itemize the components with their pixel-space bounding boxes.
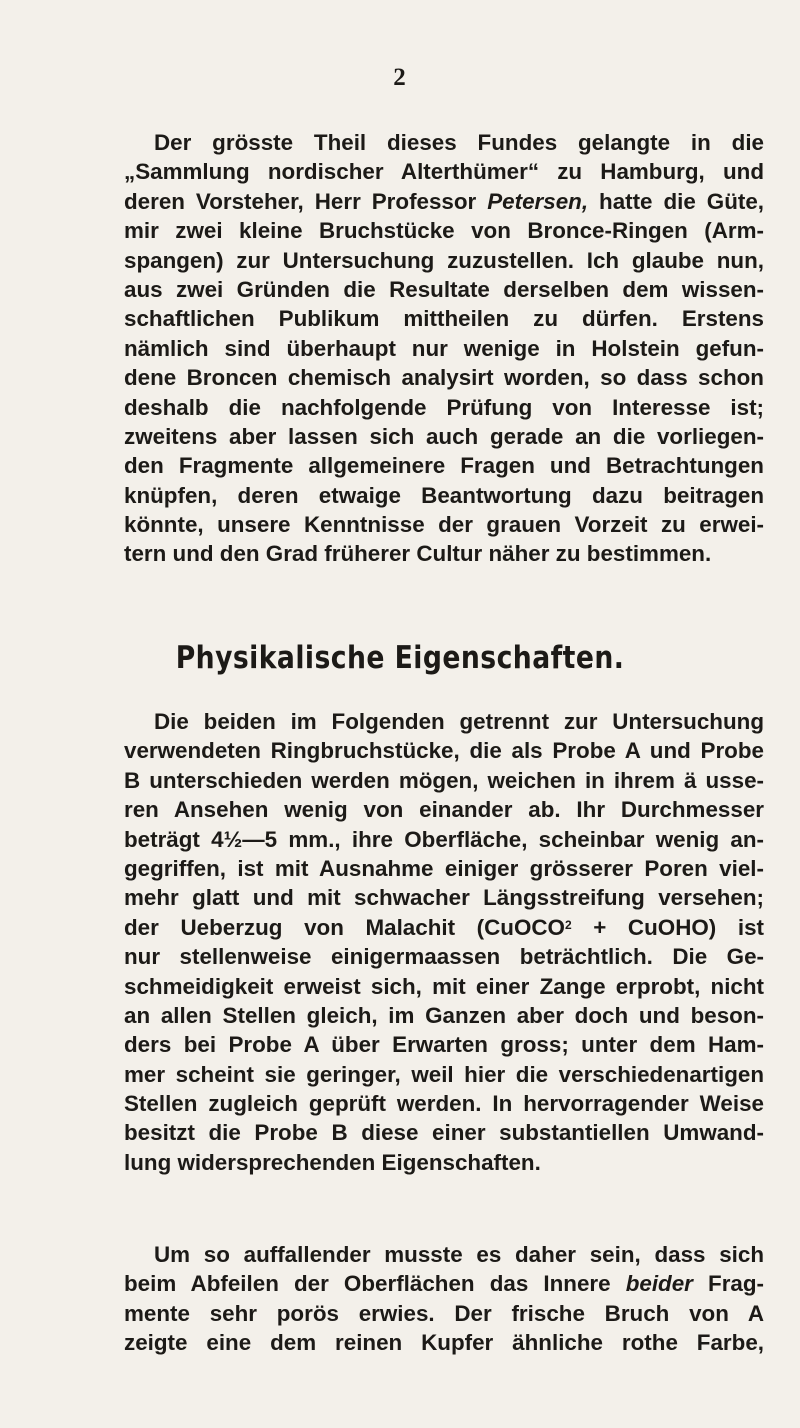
- section-heading: Physikalische Eigenschaften.: [175, 640, 625, 676]
- text-line: ren Ansehen wenig von einander ab. Ihr Durchmesser: [124, 797, 764, 823]
- text-line-start: der Ueberzug von Malachit (CuOCO: [124, 914, 565, 940]
- text-line-end: + CuOHO) ist: [571, 914, 764, 940]
- text-line: [124, 1269, 764, 1298]
- text-line: zweitens aber lassen sich auch gerade an die vorliegen-: [124, 423, 764, 449]
- text-line: besitzt die Probe B diese einer substantiellen Umwand-: [124, 1120, 764, 1146]
- text-line: zeigte eine dem reinen Kupfer ähnliche rothe Farbe,: [124, 1330, 764, 1356]
- text-line: „Sammlung nordischer Alterthümer“ zu Hamburg, und: [124, 159, 764, 185]
- text-line-end: hatte die Güte,: [588, 188, 764, 214]
- text-line: nämlich sind überhaupt nur wenige in Holstein gefun-: [124, 335, 764, 361]
- text-line: knüpfen, deren etwaige Beantwortung dazu beitragen: [124, 482, 764, 508]
- italic-name: Petersen,: [487, 188, 589, 214]
- text-line: schaftlichen Publikum mittheilen zu dürfen. Erstens: [124, 306, 764, 332]
- text-line-end: Frag-: [692, 1271, 764, 1297]
- text-line: gegriffen, ist mit Ausnahme einiger grösserer Poren viel-: [124, 855, 764, 881]
- text-line: an allen Stellen gleich, im Ganzen aber doch und beson-: [124, 1002, 764, 1028]
- text-line: deshalb die nachfolgende Prüfung von Interesse ist;: [124, 394, 764, 420]
- text-line: mer scheint sie geringer, weil hier die verschiedenartigen: [124, 1061, 764, 1087]
- text-line: den Fragmente allgemeinere Fragen und Betrachtungen: [124, 453, 764, 479]
- formula-superscript: 2: [564, 917, 572, 932]
- text-line: lung widersprechenden Eigenschaften.: [124, 1149, 541, 1175]
- text-line-start: beträgt: [124, 826, 212, 852]
- text-line: Stellen zugleich geprüft werden. In hervorragender Weise: [124, 1091, 764, 1117]
- text-line: mehr glatt und mit schwacher Längsstreifung versehen;: [124, 885, 764, 911]
- text-line: nur stellenweise einigermaassen beträchtlich. Die Ge-: [124, 944, 764, 970]
- text-line: B unterschieden werden mögen, weichen in ihrem ä usse-: [124, 767, 764, 793]
- paragraph-filing: [124, 1240, 764, 1358]
- text-line: schmeidigkeit erweist sich, mit einer Zange erprobt, nicht: [124, 973, 764, 999]
- text-line-end: mm., ihre Oberfläche, scheinbar wenig an-: [277, 826, 764, 852]
- text-line: mir zwei kleine Bruchstücke von Bronce-Ringen (Arm-: [124, 218, 764, 244]
- diameter-value: 4½—5: [211, 826, 278, 852]
- text-line: verwendeten Ringbruchstücke, die als Probe A und Probe: [124, 738, 764, 764]
- text-line: tern und den Grad früherer Cultur näher zu bestimmen.: [124, 541, 712, 567]
- paragraph-intro: [124, 128, 764, 569]
- text-line: mente sehr porös erwies. Der frische Bruch von A: [124, 1300, 764, 1326]
- text-line: aus zwei Gründen die Resultate derselben dem wissen-: [124, 276, 764, 302]
- text-line: [124, 187, 764, 216]
- page-number: 2: [393, 64, 407, 91]
- text-line: könnte, unsere Kenntnisse der grauen Vorzeit zu erwei-: [124, 512, 764, 538]
- text-line-start: deren Vorsteher, Herr Professor: [124, 188, 488, 214]
- text-line: spangen) zur Untersuchung zuzustellen. Ich glaube nun,: [124, 247, 764, 273]
- text-line: Der grösste Theil dieses Fundes gelangte in die: [154, 130, 764, 155]
- text-line: [124, 825, 764, 854]
- italic-word: beider: [625, 1271, 693, 1297]
- text-line: Die beiden im Folgenden getrennt zur Untersuchung: [154, 709, 764, 734]
- text-line: dene Broncen chemisch analysirt worden, so dass schon: [124, 365, 764, 391]
- text-line: ders bei Probe A über Erwarten gross; unter dem Ham-: [124, 1032, 764, 1058]
- text-line: [124, 913, 764, 942]
- paragraph-properties: [124, 707, 764, 1177]
- text-line-start: beim Abfeilen der Oberflächen das Innere: [124, 1271, 626, 1297]
- text-line: Um so auffallender musste es daher sein, dass sich: [154, 1242, 764, 1267]
